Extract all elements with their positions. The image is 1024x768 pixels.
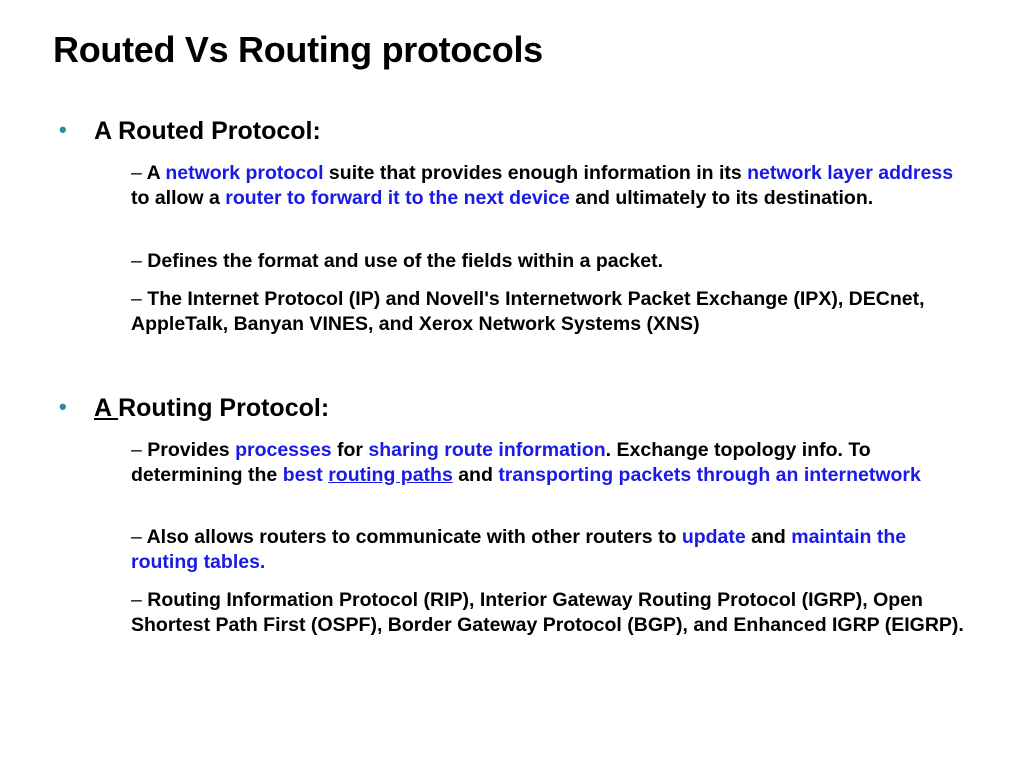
dash-icon: – (131, 162, 142, 184)
bullet-routed-protocol (59, 117, 321, 146)
text: to allow a (131, 186, 226, 209)
text: and (452, 463, 499, 486)
text: Routing Information Protocol (RIP), Interior Gateway Routing Protocol (IGRP), Open Shortest Path First (OSPF), Border Gateway Protocol (BGP), and Enhanced IGRP (EIGRP). (131, 589, 964, 636)
routing-point-1 (131, 438, 976, 487)
routing-heading-a: A (94, 394, 119, 422)
link-network-protocol[interactable]: network protocol (165, 162, 324, 184)
text: and ultimately to its destination. (569, 186, 874, 209)
dash-icon: – (131, 288, 142, 310)
routing-point-2 (131, 525, 976, 574)
routing-point-3 (131, 588, 976, 637)
bullet-icon: • (59, 394, 67, 419)
link-processes[interactable]: processes (235, 439, 332, 461)
text: for (331, 439, 369, 461)
dash-icon: – (131, 250, 142, 272)
text: Provides (147, 439, 236, 461)
link-sharing-route-information[interactable]: sharing route information (368, 439, 606, 461)
text: Defines the format and use of the fields within a packet. (147, 250, 664, 272)
slide-title: Routed Vs Routing protocols (53, 29, 543, 70)
dash-icon: – (131, 439, 142, 461)
link-network-layer-address[interactable]: network layer address (747, 162, 954, 184)
bullet-routing-protocol (59, 394, 329, 423)
link-update[interactable]: update (681, 526, 746, 548)
dash-icon: – (131, 526, 142, 548)
text: suite that provides enough information in its (323, 162, 748, 184)
link-routing-paths[interactable]: routing paths (328, 463, 453, 486)
routed-point-1 (131, 161, 976, 210)
routed-heading: A Routed Protocol: (94, 117, 321, 145)
link-best[interactable]: best (282, 463, 323, 486)
link-transporting-packets[interactable]: transporting packets through an internetwork (498, 463, 921, 486)
routed-point-3 (131, 287, 976, 336)
link-router-forward[interactable]: router to forward it to the next device (225, 186, 570, 209)
text: The Internet Protocol (IP) and Novell's Internetwork Packet Exchange (IPX), DECnet, AppleTalk, Banyan VINES, and Xerox Network Systems (XNS) (131, 288, 925, 335)
text: A (146, 162, 166, 184)
text: Also allows routers to communicate with other routers to (146, 526, 682, 548)
bullet-icon: • (59, 117, 67, 142)
text: and (745, 526, 792, 548)
routed-point-2 (131, 249, 976, 274)
link-maintain-routing-tables[interactable]: maintain the routing tables. (131, 526, 907, 573)
text: . Exchange topology info. To determining the (131, 439, 871, 486)
routing-heading: Routing Protocol: (118, 394, 330, 422)
dash-icon: – (131, 589, 142, 611)
